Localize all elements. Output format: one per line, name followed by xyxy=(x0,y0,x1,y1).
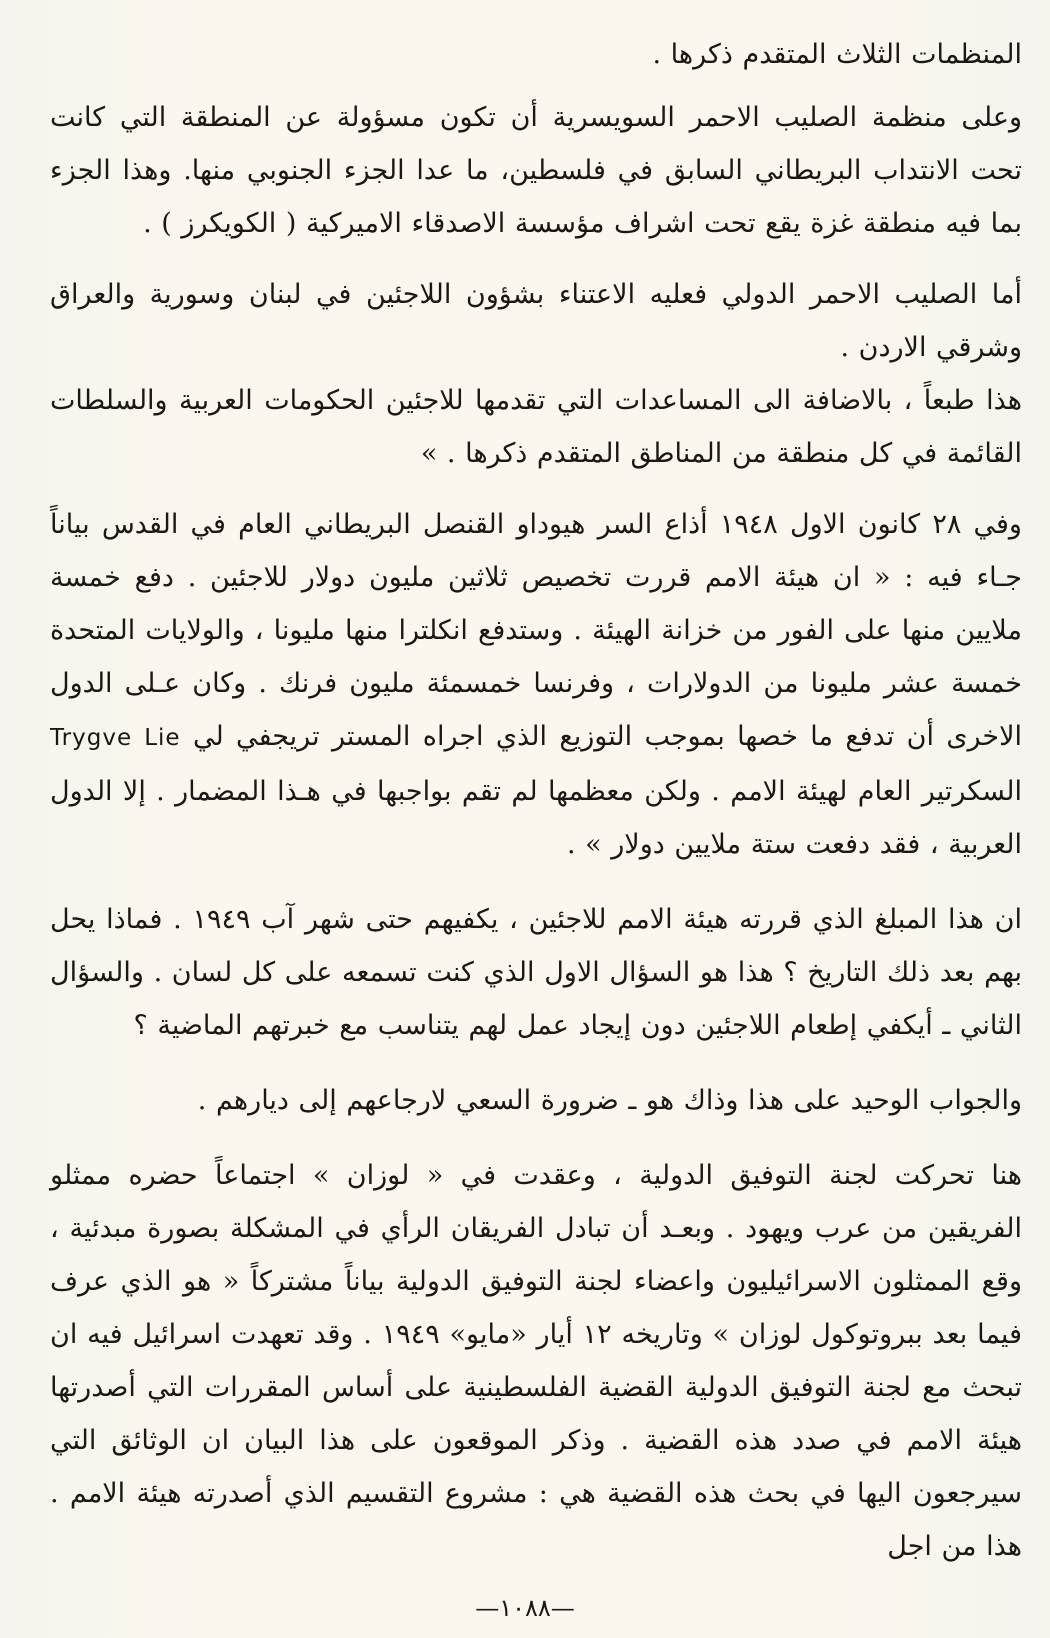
page-number: —١٠٨٨— xyxy=(475,1594,575,1622)
paragraph-1: المنظمات الثلاث المتقدم ذكرها . xyxy=(652,39,1022,70)
paragraph-5-continuation: السكرتير العام لهيئة الامم . ولكن معظمها لم تقم بواجبها في هـذا المضمار . إلا الدول العربية ، فقد دفعت ستة ملايين دولار » . xyxy=(50,776,1022,860)
paragraph-4: هذا طبعاً ، بالاضافة الى المساعدات التي تقدمها للاجئين الحكومات العربية والسلطات القائمة في كل منطقة من المناطق المتقدم ذكرها . » xyxy=(50,385,1022,469)
paragraph-7: والجواب الوحيد على هذا وذاك هو ـ ضرورة السعي لارجاعهم إلى ديارهم . xyxy=(197,1085,1022,1116)
paragraph-3: أما الصليب الاحمر الدولي فعليه الاعتناء بشؤون اللاجئين في لبنان وسورية والعراق وشرقي الاردن . xyxy=(50,279,1022,363)
body-text xyxy=(50,28,1022,1573)
paragraph-5 xyxy=(50,498,1022,871)
paragraph-5-text: وفي ٢٨ كانون الاول ١٩٤٨ أذاع السر هيوداو القنصل البريطاني العام في القدس بياناً جـاء فيه : « ان هيئة الامم قررت تخصيص ثلاثين مليون دولار للاجئين . دفع خمسة ملايين منها على الفور من خزانة الهيئة . وستدفع انكلترا منها مليونا ، والولايات المتحدة خمسة عشر مليونا من الدولارات ، وفرنسا خمسمئة مليون فرنك . وكان عـلى الدول الاخرى أن تدفع ما خصها بموجب التوزيع الذي اجراه المستر تريجفي لي xyxy=(50,509,1022,752)
paragraph-6: ان هذا المبلغ الذي قررته هيئة الامم للاجئين ، يكفيهم حتى شهر آب ١٩٤٩ . فماذا يحل بهم بعد ذلك التاريخ ؟ هذا هو السؤال الاول الذي كنت تسمعه على كل لسان . والسؤال الثاني ـ أيكفي إطعام اللاجئين دون إيجاد عمل لهم يتناسب مع خبرتهم الماضية ؟ xyxy=(50,904,1022,1041)
paragraph-2: وعلى منظمة الصليب الاحمر السويسرية أن تكون مسؤولة عن المنطقة التي كانت تحت الانتداب البريطاني السابق في فلسطين، ما عدا الجزء الجنوبي منها. وهذا الجزء بما فيه منطقة غزة يقع تحت اشراف مؤسسة الاصدقاء الاميركية ( الكويكرز ) . xyxy=(50,102,1022,239)
latin-name: Trygve Lie xyxy=(50,725,181,751)
paragraph-8: هنا تحركت لجنة التوفيق الدولية ، وعقدت في « لوزان » اجتماعاً حضره ممثلو الفريقين من عرب ويهود . وبعـد أن تبادل الفريقان الرأي في المشكلة بصورة مبدئية ، وقع الممثلون الاسرائيليون واعضاء لجنة التوفيق الدولية بياناً مشتركاً « هو الذي عرف فيما بعد ببروتوكول لوزان » وتاريخه ١٢ أيار «مايو» ١٩٤٩ . وقد تعهدت اسرائيل فيه ان تبحث مع لجنة التوفيق الدولية القضية الفلسطينية على أساس المقررات التي أصدرتها هيئة الامم في صدد هذه القضية . وذكر الموقعون على هذا البيان ان الوثائق التي سيرجعون اليها في بحث هذه القضية هي : مشروع التقسيم الذي أصدرته هيئة الامم . هذا من اجل xyxy=(50,1160,1022,1562)
